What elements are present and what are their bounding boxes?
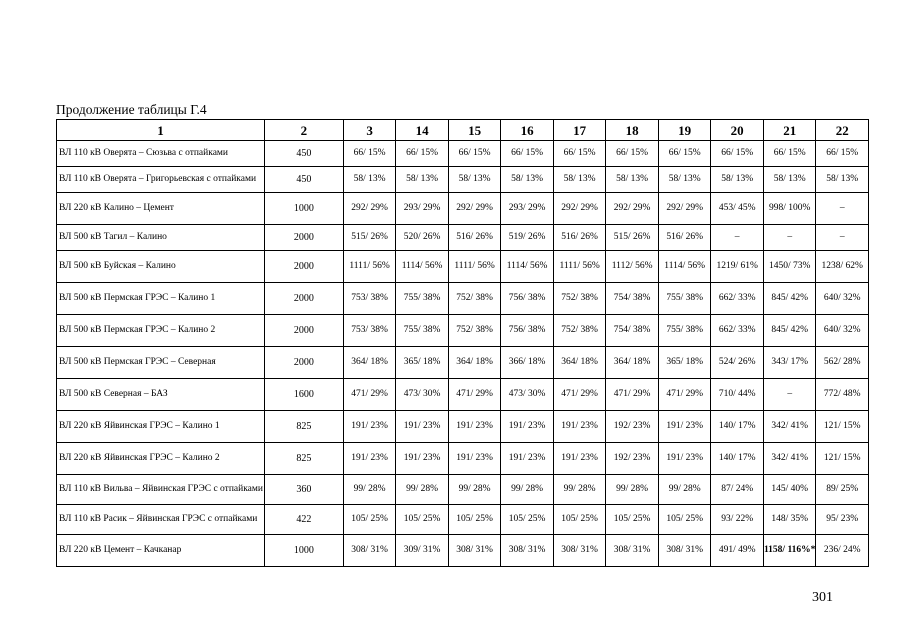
header-cell: 18 xyxy=(606,120,659,141)
value-cell: 752/ 38% xyxy=(448,315,501,347)
value-cell: 87/ 24% xyxy=(711,475,764,505)
table-row xyxy=(57,283,869,315)
value-cell: 66/ 15% xyxy=(343,141,396,167)
line-name-cell: ВЛ 500 кВ Тагил – Калино xyxy=(57,225,265,251)
value-cell: 66/ 15% xyxy=(448,141,501,167)
line-name-cell: ВЛ 220 кВ Яйвинская ГРЭС – Калино 2 xyxy=(57,443,265,475)
value-cell: 516/ 26% xyxy=(658,225,711,251)
value-cell: 755/ 38% xyxy=(396,283,449,315)
value-cell: 1114/ 56% xyxy=(658,251,711,283)
header-cell: 1 xyxy=(57,120,265,141)
value-cell: 1238/ 62% xyxy=(816,251,869,283)
value-cell: 520/ 26% xyxy=(396,225,449,251)
value-cell: 308/ 31% xyxy=(553,535,606,567)
value-cell: 99/ 28% xyxy=(658,475,711,505)
value-cell: 58/ 13% xyxy=(711,167,764,193)
value-cell: 292/ 29% xyxy=(553,193,606,225)
length-cell: 360 xyxy=(265,475,344,505)
table-row xyxy=(57,225,869,251)
table-row xyxy=(57,251,869,283)
length-cell: 1600 xyxy=(265,379,344,411)
value-cell: 1219/ 61% xyxy=(711,251,764,283)
value-cell: 755/ 38% xyxy=(396,315,449,347)
table-body xyxy=(57,141,869,567)
value-cell: 755/ 38% xyxy=(658,315,711,347)
value-cell: 292/ 29% xyxy=(448,193,501,225)
table-caption: Продолжение таблицы Г.4 xyxy=(56,102,207,117)
header-cell: 21 xyxy=(763,120,816,141)
value-cell: 58/ 13% xyxy=(343,167,396,193)
value-cell: 471/ 29% xyxy=(343,379,396,411)
value-cell: – xyxy=(763,225,816,251)
value-cell: 308/ 31% xyxy=(343,535,396,567)
value-cell: 1114/ 56% xyxy=(396,251,449,283)
value-cell: 756/ 38% xyxy=(501,315,554,347)
length-cell: 1000 xyxy=(265,193,344,225)
value-cell: – xyxy=(816,193,869,225)
length-cell: 450 xyxy=(265,141,344,167)
value-cell: 58/ 13% xyxy=(396,167,449,193)
value-cell: 471/ 29% xyxy=(448,379,501,411)
header-cell: 20 xyxy=(711,120,764,141)
value-cell: 473/ 30% xyxy=(501,379,554,411)
value-cell: 105/ 25% xyxy=(396,505,449,535)
value-cell: 58/ 13% xyxy=(606,167,659,193)
value-cell: 99/ 28% xyxy=(448,475,501,505)
line-name-cell: ВЛ 110 кВ Расик – Яйвинская ГРЭС с отпайками xyxy=(57,505,265,535)
value-cell: 191/ 23% xyxy=(396,411,449,443)
value-cell: 99/ 28% xyxy=(396,475,449,505)
value-cell: 515/ 26% xyxy=(343,225,396,251)
data-table xyxy=(56,119,869,567)
value-cell: 471/ 29% xyxy=(606,379,659,411)
table-row xyxy=(57,141,869,167)
value-cell: 998/ 100% xyxy=(763,193,816,225)
table-row xyxy=(57,535,869,567)
line-name-cell: ВЛ 500 кВ Пермская ГРЭС – Калино 1 xyxy=(57,283,265,315)
line-name-cell: ВЛ 220 кВ Цемент – Качканар xyxy=(57,535,265,567)
value-cell: 342/ 41% xyxy=(763,443,816,475)
header-row xyxy=(57,120,869,141)
header-cell: 3 xyxy=(343,120,396,141)
length-cell: 1000 xyxy=(265,535,344,567)
value-cell: 845/ 42% xyxy=(763,283,816,315)
value-cell: 524/ 26% xyxy=(711,347,764,379)
table-row xyxy=(57,193,869,225)
value-cell: 308/ 31% xyxy=(501,535,554,567)
header-cell: 16 xyxy=(501,120,554,141)
table-row xyxy=(57,443,869,475)
value-cell: 519/ 26% xyxy=(501,225,554,251)
value-cell: 453/ 45% xyxy=(711,193,764,225)
value-cell: 95/ 23% xyxy=(816,505,869,535)
value-cell: 191/ 23% xyxy=(448,411,501,443)
value-cell: 58/ 13% xyxy=(501,167,554,193)
value-cell: 365/ 18% xyxy=(396,347,449,379)
value-cell: 516/ 26% xyxy=(553,225,606,251)
value-cell: 58/ 13% xyxy=(553,167,606,193)
table-row xyxy=(57,505,869,535)
value-cell: 236/ 24% xyxy=(816,535,869,567)
value-cell: 58/ 13% xyxy=(448,167,501,193)
value-cell: 66/ 15% xyxy=(658,141,711,167)
line-name-cell: ВЛ 110 кВ Оверята – Григорьевская с отпайками xyxy=(57,167,265,193)
value-cell: 140/ 17% xyxy=(711,411,764,443)
value-cell: 710/ 44% xyxy=(711,379,764,411)
value-cell: 752/ 38% xyxy=(553,283,606,315)
value-cell: 105/ 25% xyxy=(448,505,501,535)
value-cell: – xyxy=(763,379,816,411)
value-cell: 191/ 23% xyxy=(553,411,606,443)
value-cell: 66/ 15% xyxy=(816,141,869,167)
page-number: 301 xyxy=(812,590,833,605)
value-cell: 662/ 33% xyxy=(711,315,764,347)
value-cell: – xyxy=(816,225,869,251)
value-cell: 752/ 38% xyxy=(448,283,501,315)
value-cell: 148/ 35% xyxy=(763,505,816,535)
length-cell: 2000 xyxy=(265,347,344,379)
value-cell: 191/ 23% xyxy=(501,443,554,475)
value-cell: 1111/ 56% xyxy=(553,251,606,283)
value-cell: 99/ 28% xyxy=(343,475,396,505)
value-cell: 753/ 38% xyxy=(343,315,396,347)
line-name-cell: ВЛ 500 кВ Пермская ГРЭС – Калино 2 xyxy=(57,315,265,347)
value-cell: 343/ 17% xyxy=(763,347,816,379)
value-cell: 191/ 23% xyxy=(553,443,606,475)
value-cell: 1111/ 56% xyxy=(448,251,501,283)
value-cell: 191/ 23% xyxy=(343,411,396,443)
value-cell: 516/ 26% xyxy=(448,225,501,251)
value-cell: 753/ 38% xyxy=(343,283,396,315)
header-cell: 22 xyxy=(816,120,869,141)
value-cell: 105/ 25% xyxy=(658,505,711,535)
value-cell: 342/ 41% xyxy=(763,411,816,443)
value-cell: – xyxy=(711,225,764,251)
value-cell: 662/ 33% xyxy=(711,283,764,315)
value-cell: 471/ 29% xyxy=(658,379,711,411)
value-cell: 366/ 18% xyxy=(501,347,554,379)
value-cell: 364/ 18% xyxy=(343,347,396,379)
length-cell: 2000 xyxy=(265,283,344,315)
value-cell: 365/ 18% xyxy=(658,347,711,379)
value-cell: 364/ 18% xyxy=(448,347,501,379)
value-cell: 364/ 18% xyxy=(553,347,606,379)
value-cell: 293/ 29% xyxy=(501,193,554,225)
value-cell: 191/ 23% xyxy=(396,443,449,475)
table-row xyxy=(57,347,869,379)
value-cell: 192/ 23% xyxy=(606,443,659,475)
length-cell: 2000 xyxy=(265,251,344,283)
line-name-cell: ВЛ 110 кВ Оверята – Сюзьва с отпайками xyxy=(57,141,265,167)
value-cell: 89/ 25% xyxy=(816,475,869,505)
value-cell: 66/ 15% xyxy=(396,141,449,167)
value-cell: 58/ 13% xyxy=(763,167,816,193)
value-cell: 191/ 23% xyxy=(658,443,711,475)
value-cell: 66/ 15% xyxy=(711,141,764,167)
length-cell: 2000 xyxy=(265,225,344,251)
length-cell: 450 xyxy=(265,167,344,193)
value-cell: 99/ 28% xyxy=(501,475,554,505)
value-cell: 105/ 25% xyxy=(501,505,554,535)
value-cell: 191/ 23% xyxy=(658,411,711,443)
value-cell: 308/ 31% xyxy=(606,535,659,567)
line-name-cell: ВЛ 220 кВ Яйвинская ГРЭС – Калино 1 xyxy=(57,411,265,443)
value-cell: 1158/ 116%* xyxy=(763,535,816,567)
value-cell: 1450/ 73% xyxy=(763,251,816,283)
value-cell: 192/ 23% xyxy=(606,411,659,443)
line-name-cell: ВЛ 500 кВ Буйская – Калино xyxy=(57,251,265,283)
value-cell: 58/ 13% xyxy=(658,167,711,193)
value-cell: 66/ 15% xyxy=(606,141,659,167)
value-cell: 471/ 29% xyxy=(553,379,606,411)
value-cell: 105/ 25% xyxy=(553,505,606,535)
line-name-cell: ВЛ 220 кВ Калино – Цемент xyxy=(57,193,265,225)
table-row xyxy=(57,411,869,443)
value-cell: 292/ 29% xyxy=(606,193,659,225)
table-row xyxy=(57,315,869,347)
value-cell: 473/ 30% xyxy=(396,379,449,411)
value-cell: 515/ 26% xyxy=(606,225,659,251)
value-cell: 292/ 29% xyxy=(658,193,711,225)
value-cell: 754/ 38% xyxy=(606,315,659,347)
table-row xyxy=(57,379,869,411)
value-cell: 58/ 13% xyxy=(816,167,869,193)
value-cell: 1114/ 56% xyxy=(501,251,554,283)
value-cell: 309/ 31% xyxy=(396,535,449,567)
value-cell: 105/ 25% xyxy=(606,505,659,535)
value-cell: 191/ 23% xyxy=(501,411,554,443)
value-cell: 99/ 28% xyxy=(553,475,606,505)
value-cell: 66/ 15% xyxy=(501,141,554,167)
value-cell: 99/ 28% xyxy=(606,475,659,505)
value-cell: 640/ 32% xyxy=(816,283,869,315)
header-cell: 14 xyxy=(396,120,449,141)
value-cell: 66/ 15% xyxy=(553,141,606,167)
value-cell: 191/ 23% xyxy=(343,443,396,475)
value-cell: 491/ 49% xyxy=(711,535,764,567)
value-cell: 755/ 38% xyxy=(658,283,711,315)
value-cell: 1111/ 56% xyxy=(343,251,396,283)
value-cell: 562/ 28% xyxy=(816,347,869,379)
value-cell: 93/ 22% xyxy=(711,505,764,535)
line-name-cell: ВЛ 500 кВ Северная – БАЗ xyxy=(57,379,265,411)
value-cell: 66/ 15% xyxy=(763,141,816,167)
header-cell: 2 xyxy=(265,120,344,141)
value-cell: 292/ 29% xyxy=(343,193,396,225)
value-cell: 1112/ 56% xyxy=(606,251,659,283)
value-cell: 756/ 38% xyxy=(501,283,554,315)
header-cell: 15 xyxy=(448,120,501,141)
value-cell: 191/ 23% xyxy=(448,443,501,475)
value-cell: 308/ 31% xyxy=(658,535,711,567)
table-row xyxy=(57,167,869,193)
value-cell: 754/ 38% xyxy=(606,283,659,315)
value-cell: 364/ 18% xyxy=(606,347,659,379)
value-cell: 752/ 38% xyxy=(553,315,606,347)
value-cell: 308/ 31% xyxy=(448,535,501,567)
header-cell: 17 xyxy=(553,120,606,141)
length-cell: 825 xyxy=(265,443,344,475)
length-cell: 2000 xyxy=(265,315,344,347)
length-cell: 825 xyxy=(265,411,344,443)
value-cell: 121/ 15% xyxy=(816,411,869,443)
line-name-cell: ВЛ 500 кВ Пермская ГРЭС – Северная xyxy=(57,347,265,379)
table-row xyxy=(57,475,869,505)
value-cell: 140/ 17% xyxy=(711,443,764,475)
value-cell: 640/ 32% xyxy=(816,315,869,347)
value-cell: 293/ 29% xyxy=(396,193,449,225)
value-cell: 772/ 48% xyxy=(816,379,869,411)
value-cell: 845/ 42% xyxy=(763,315,816,347)
line-name-cell: ВЛ 110 кВ Вильва – Яйвинская ГРЭС с отпайками xyxy=(57,475,265,505)
header-cell: 19 xyxy=(658,120,711,141)
value-cell: 145/ 40% xyxy=(763,475,816,505)
value-cell: 121/ 15% xyxy=(816,443,869,475)
value-cell: 105/ 25% xyxy=(343,505,396,535)
length-cell: 422 xyxy=(265,505,344,535)
